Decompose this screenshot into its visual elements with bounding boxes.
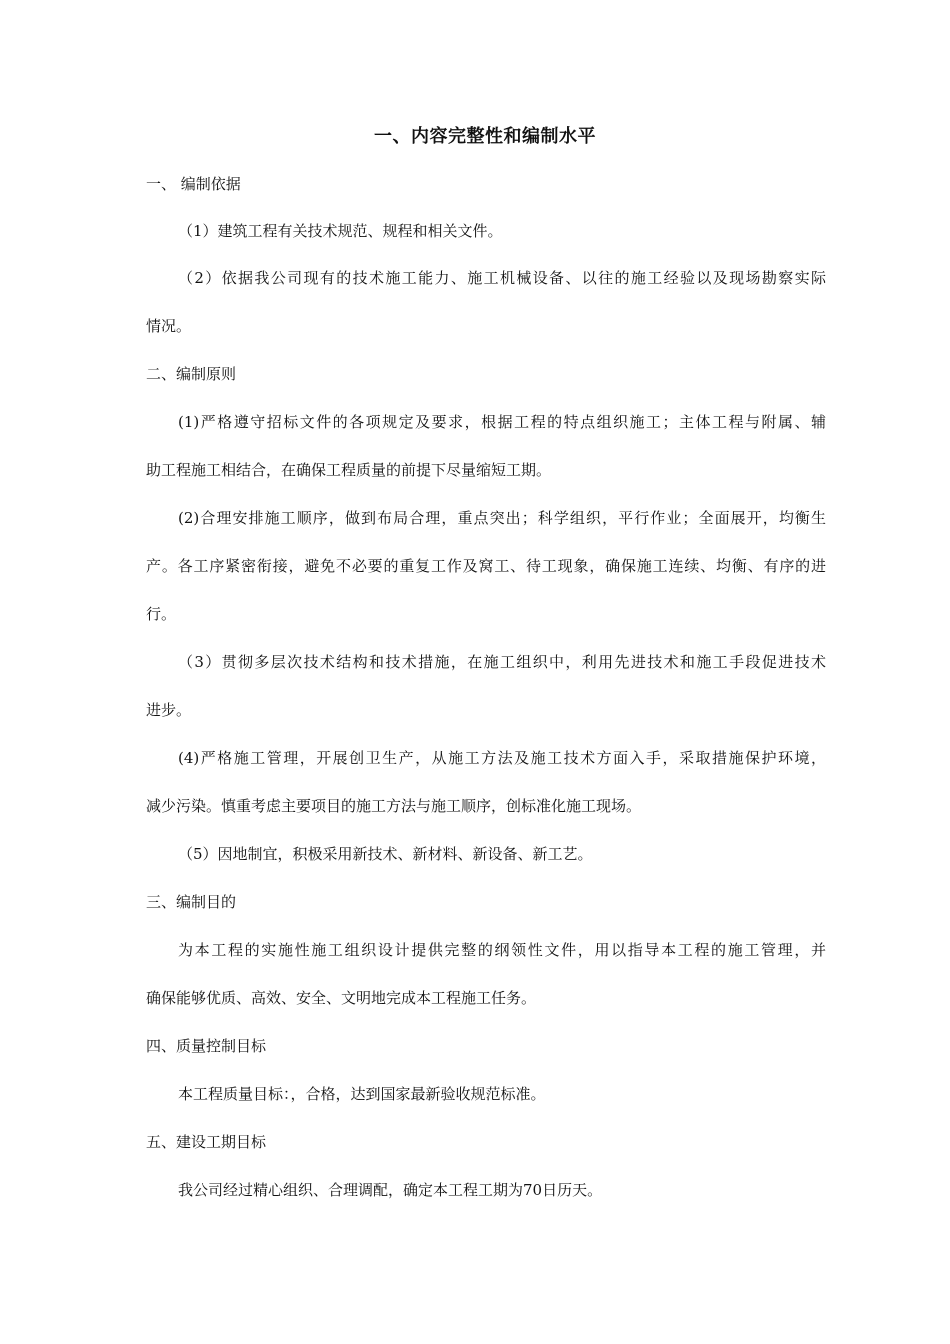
paragraph-line: (4)严格施工管理，开展创卫生产，从施工方法及施工技术方面入手，采取措施保护环境，: [178, 749, 826, 767]
paragraph-line: 情况。: [146, 317, 192, 335]
paragraph-line: （1）建筑工程有关技术规范、规程和相关文件。: [178, 222, 503, 240]
section-heading-quality: 四、质量控制目标: [146, 1037, 267, 1055]
paragraph-line: （2）依据我公司现有的技术施工能力、施工机械设备、以往的施工经验以及现场勘察实际: [178, 269, 826, 287]
paragraph-line: 行。: [146, 605, 177, 623]
paragraph-line: 助工程施工相结合，在确保工程质量的前提下尽量缩短工期。: [146, 461, 552, 479]
section-heading-schedule: 五、建设工期目标: [146, 1133, 267, 1151]
section-heading-purpose: 三、编制目的: [146, 893, 237, 911]
paragraph-line: (1)严格遵守招标文件的各项规定及要求，根据工程的特点组织施工；主体工程与附属、辅: [178, 413, 826, 431]
paragraph-line: 确保能够优质、高效、安全、文明地完成本工程施工任务。: [146, 989, 537, 1007]
paragraph-line: 产。各工序紧密衔接，避免不必要的重复工作及窝工、待工现象，确保施工连续、均衡、有序的进: [146, 557, 826, 575]
paragraph-line: 进步。: [146, 701, 192, 719]
section-heading-principles: 二、编制原则: [146, 365, 237, 383]
paragraph-line: 为本工程的实施性施工组织设计提供完整的纲领性文件，用以指导本工程的施工管理，并: [178, 941, 826, 959]
page-title: 一、内容完整性和编制水平: [374, 126, 596, 147]
paragraph-line: （3）贯彻多层次技术结构和技术措施，在施工组织中，利用先进技术和施工手段促进技术: [178, 653, 826, 671]
paragraph-line: (2)合理安排施工顺序，做到布局合理，重点突出；科学组织，平行作业；全面展开，均衡生: [178, 509, 826, 527]
paragraph-line: 我公司经过精心组织、合理调配，确定本工程工期为70日历天。: [178, 1181, 603, 1199]
paragraph-line: 本工程质量目标：，合格，达到国家最新验收规范标准。: [178, 1085, 546, 1103]
paragraph-line: 减少污染。慎重考虑主要项目的施工方法与施工顺序，创标准化施工现场。: [146, 797, 642, 815]
section-heading-basis: 一、 编制依据: [146, 175, 241, 193]
paragraph-line: （5）因地制宜，积极采用新技术、新材料、新设备、新工艺。: [178, 845, 593, 863]
